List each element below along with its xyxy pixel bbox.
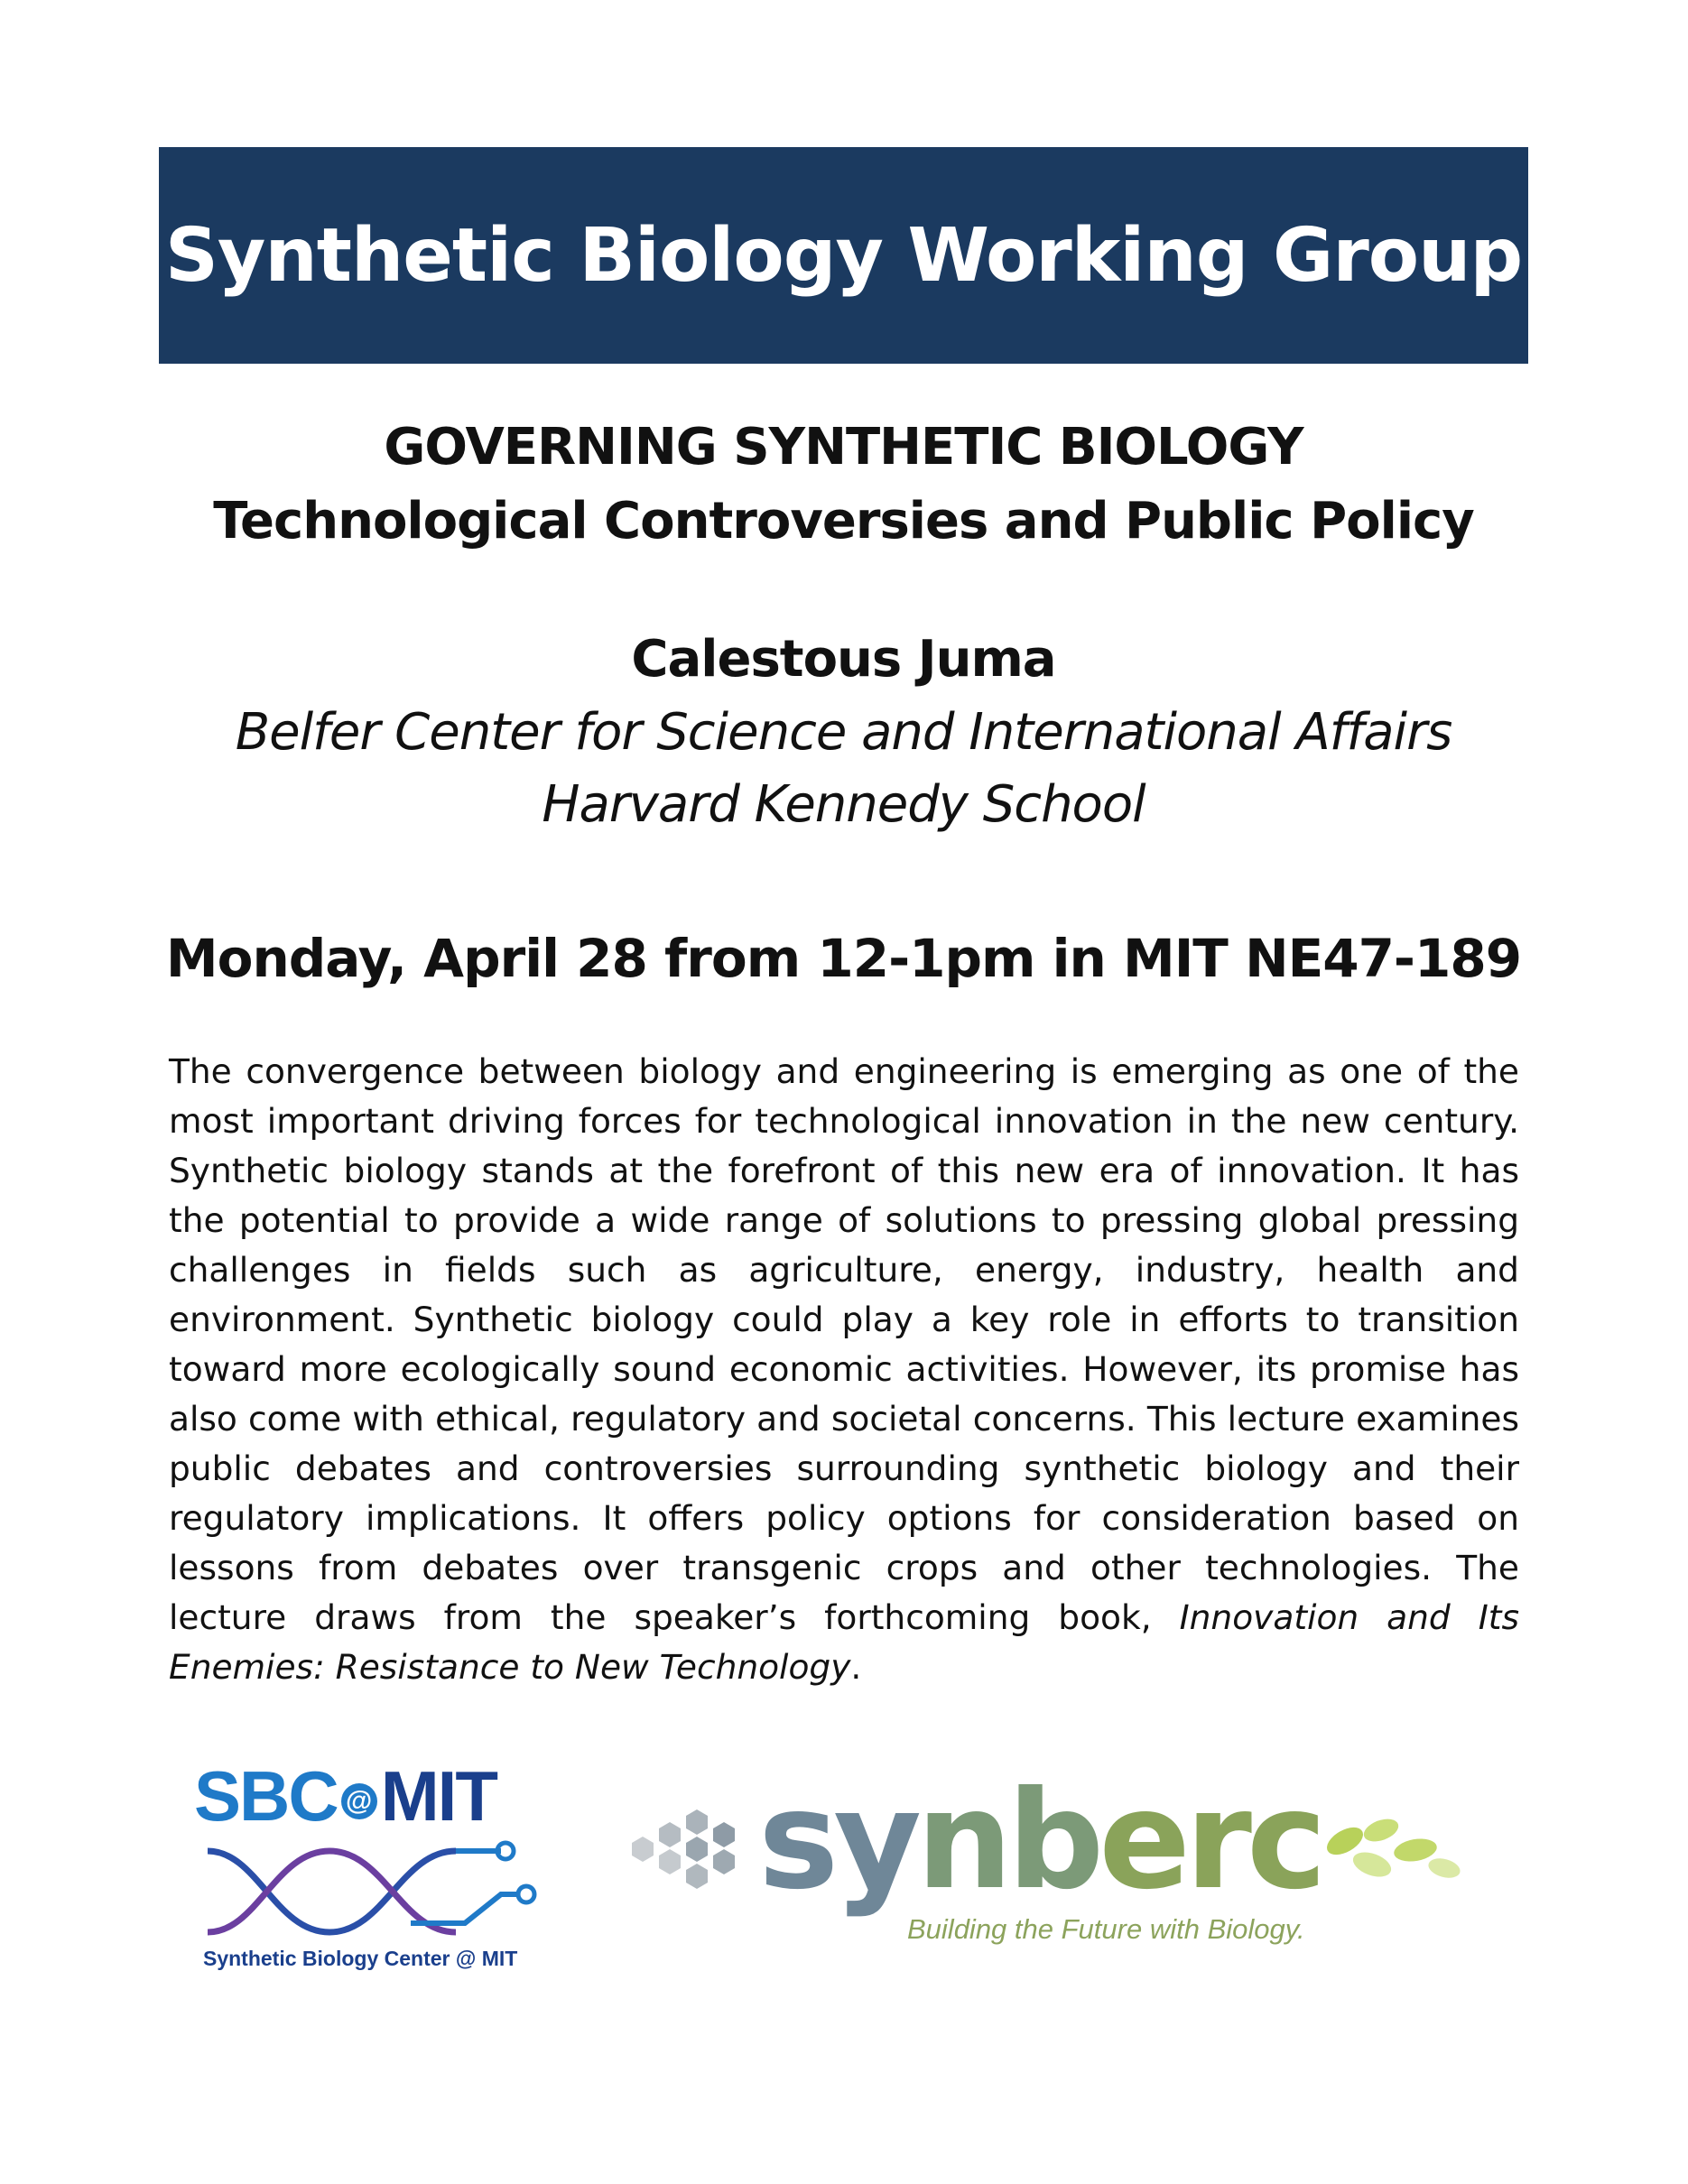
event-schedule: Monday, April 28 from 12-1pm in MIT NE47-189: [165, 928, 1522, 989]
synberc-logo: [614, 1763, 1480, 1963]
book-title: Innovation and Its Enemies: Resistance to New Technology: [169, 1597, 1519, 1687]
hexagon-cluster-icon: [614, 1796, 776, 1904]
abstract-paragraph: [169, 1047, 1519, 1692]
abstract-text: The convergence between biology and engineering is emerging as one of the most important driving forces for technological innovation in the new century. Synthetic biology stands at the forefront of this new era of innovation. It has the potential to provide a wide range of solutions to pressing global pressing challenges in fields such as agriculture, energy, industry, health and environment. Synthetic biology could play a key role in efforts to transition toward more ecologically sound economic activities. However, its promise has also come with ethical, regulatory and societal concerns. This lecture examines public debates and controversies surrounding synthetic biology and their regulatory implications. It offers policy options for consideration based on lessons from debates over transgenic crops and other technologies. The lecture draws from the speaker’s forthcoming book,: [169, 1051, 1519, 1637]
event-subtitle: Technological Controversies and Public Policy: [213, 492, 1474, 551]
synberc-wordmark: synberc: [758, 1763, 1322, 1920]
event-title: [159, 411, 1528, 559]
speaker-affiliation-1: Belfer Center for Science and International Affairs: [235, 703, 1452, 762]
speaker-affiliation-2: Harvard Kennedy School: [542, 775, 1145, 834]
abstract-ending: .: [850, 1647, 862, 1687]
leaf-cluster-icon: [1318, 1805, 1471, 1904]
sbc-mit-logo: [194, 1755, 546, 1976]
sbc-mit-subtitle: Synthetic Biology Center @ MIT: [203, 1947, 518, 1970]
speaker-info: [159, 623, 1528, 841]
synberc-tagline: Building the Future with Biology.: [907, 1913, 1305, 1945]
header-banner: [159, 147, 1528, 364]
speaker-name: Calestous Juma: [631, 630, 1056, 689]
sbc-mit-wordmark: SBC @ MIT: [194, 1756, 496, 1836]
event-title-line1: GOVERNING SYNTHETIC BIOLOGY: [384, 418, 1303, 477]
banner-title: Synthetic Biology Working Group: [164, 212, 1523, 299]
dna-helix-icon: [194, 1833, 546, 1950]
